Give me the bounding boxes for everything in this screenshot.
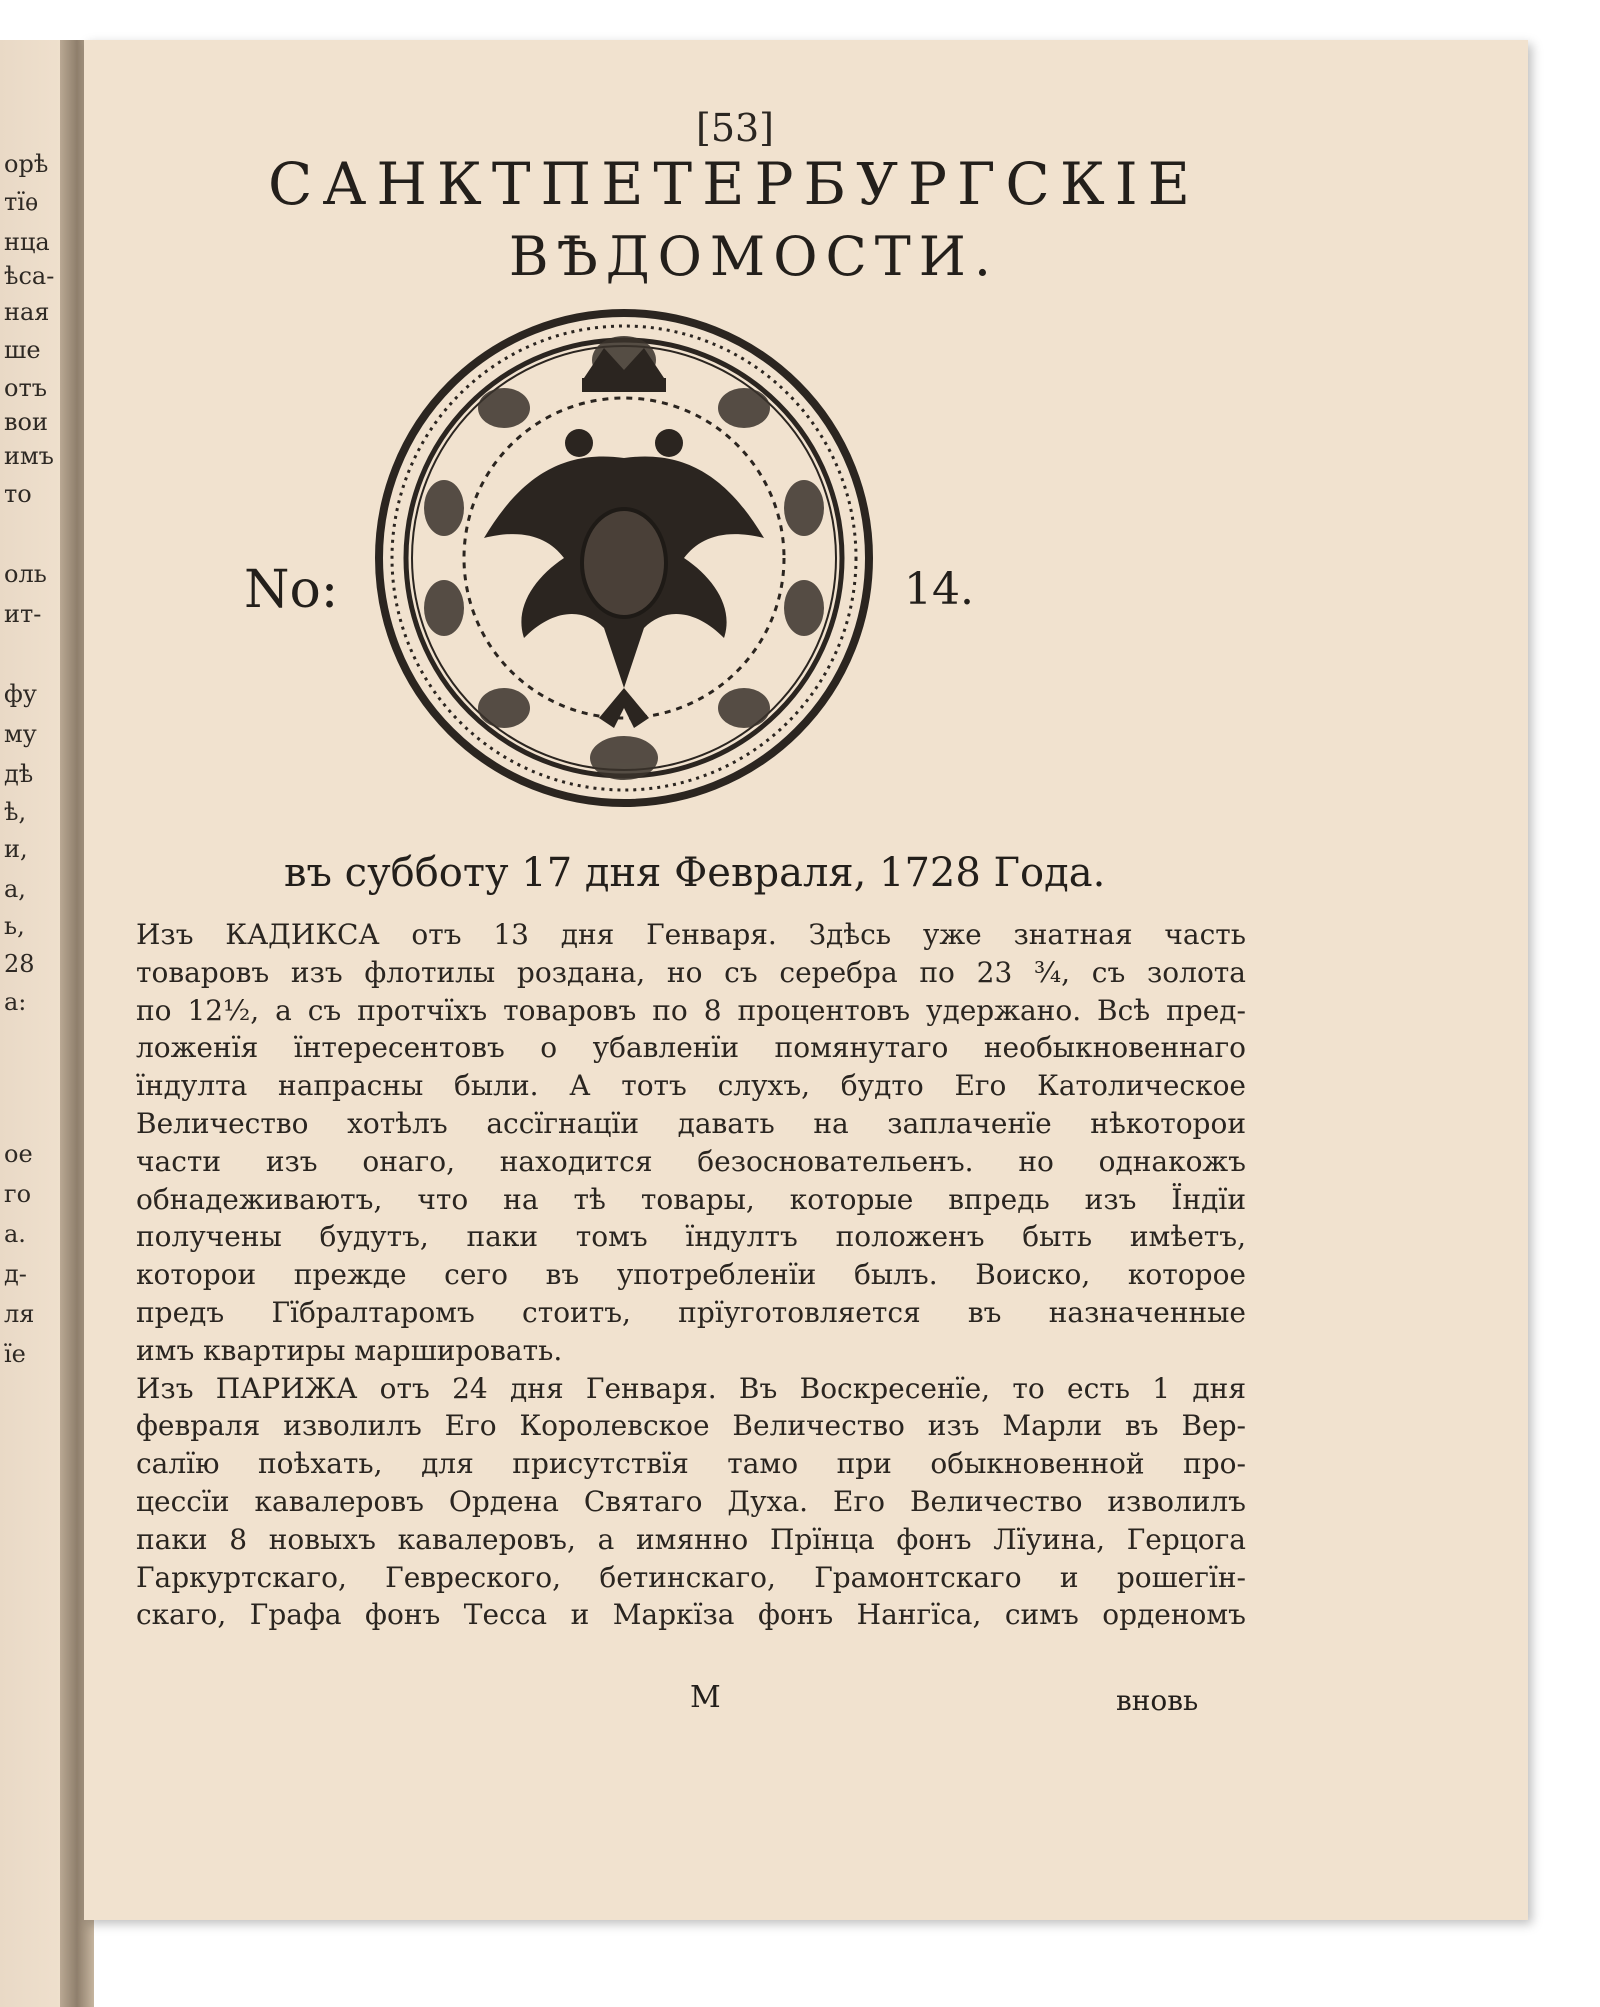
text-line: обнадеживаютъ, что на тѣ товары, которые впредь изъ Їндїи: [136, 1182, 1246, 1216]
left-page-fragment: ше: [4, 336, 41, 364]
left-page-fragment: ная: [4, 298, 50, 326]
newspaper-title: САНКТПЕТЕРБУРГСКІЕ: [268, 150, 1200, 218]
text-line: имъ квартиры маршировать.: [136, 1333, 563, 1367]
issue-label: No:: [244, 560, 339, 620]
text-line: Изъ ПАРИЖА отъ 24 дня Генваря. Въ Воскресенїе, то есть 1 дня: [136, 1371, 1246, 1405]
article-body: [136, 916, 1246, 1634]
left-page-fragment: вои: [4, 408, 48, 436]
newspaper-page: [84, 40, 1528, 1920]
left-page-fragment: тїѳ: [4, 188, 39, 216]
left-page-fragment: и,: [4, 835, 28, 863]
text-line: скаго, Графа фонъ Тесса и Маркїза фонъ Нангїса, симъ орденомъ: [136, 1598, 1246, 1632]
text-line: предъ Гїбралтаромъ стоитъ, прїуготовляется въ назначенные: [136, 1295, 1246, 1329]
text-line: паки 8 новыхъ кавалеровъ, а имянно Прїнца фонъ Лїуина, Герцога: [136, 1522, 1246, 1556]
signature-mark: М: [690, 1680, 721, 1715]
left-page-fragment: ит-: [4, 600, 42, 628]
left-page-fragment: оль: [4, 560, 47, 588]
left-page-fragment: ь,: [4, 912, 25, 940]
text-line: Гаркуртскаго, Гевреского, бетинскаго, Грамонтскаго и рошегїн-: [136, 1560, 1246, 1594]
left-page-fragment: ое: [4, 1140, 33, 1168]
text-line: цессїи кавалеровъ Ордена Святаго Духа. Его Величество изволилъ: [136, 1484, 1246, 1518]
left-page-fragment: орѣ: [4, 150, 49, 178]
left-page-fragment: му: [4, 720, 37, 748]
left-page-fragment: нца: [4, 228, 50, 256]
text-line: февраля изволилъ Его Королевское Величество изъ Марли въ Вер-: [136, 1409, 1246, 1443]
catchword: вновь: [1116, 1684, 1199, 1717]
left-page-fragment: дѣ: [4, 760, 34, 788]
text-line: ложенїя їнтересентовъ о убавленїи помянутаго необыкновеннаго: [136, 1031, 1246, 1065]
dateline: въ субботу 17 дня Февраля, 1728 Года.: [284, 850, 1106, 896]
left-page-fragment: то: [4, 480, 32, 508]
text-line: части изъ онаго, находится безосновательенъ. но однакожъ: [136, 1144, 1246, 1178]
newspaper-subtitle: ВѢДОМОСТИ.: [508, 225, 1000, 288]
left-page-fragment: ля: [4, 1300, 35, 1328]
issue-number: 14.: [904, 564, 974, 615]
left-page-fragment: ѣ,: [4, 798, 27, 826]
page-number: [53]: [696, 106, 775, 150]
text-line: которои прежде сего въ употребленїи былъ. Воиско, которое: [136, 1258, 1246, 1292]
left-page-fragment: а:: [4, 988, 27, 1016]
text-line: салїю поѣхать, для присутствїя тамо при обыкновенной про-: [136, 1447, 1246, 1481]
left-page-fragment: фу: [4, 680, 37, 708]
left-page-fragment: їе: [4, 1340, 26, 1368]
text-line: Изъ КАДИКСА отъ 13 дня Генваря. Здѣсь уже знатная часть: [136, 918, 1246, 951]
left-page-fragment: 28: [4, 950, 35, 978]
left-page-fragment: го: [4, 1180, 32, 1208]
left-page-fragment: отъ: [4, 374, 47, 402]
double-headed-eagle-seal-icon: [374, 308, 874, 808]
left-page-fragment: д-: [4, 1260, 27, 1288]
left-page-fragment: ѣса-: [4, 262, 55, 290]
left-page-fragment: имъ: [4, 442, 54, 470]
text-line: їндулта напрасны были. А тотъ слухъ, будто Его Католическое: [136, 1069, 1246, 1103]
left-page-fragment: а,: [4, 875, 26, 903]
text-line: получены будутъ, паки томъ їндултъ положенъ быть имѣетъ,: [136, 1220, 1246, 1254]
text-line: Величество хотѣлъ ассїгнацїи давать на заплаченїе нѣкоторои: [136, 1106, 1246, 1140]
left-page-fragment: а.: [4, 1220, 26, 1248]
text-line: по 12½, а съ протчїхъ товаровъ по 8 процентовъ удержано. Всѣ пред-: [136, 993, 1246, 1027]
text-line: товаровъ изъ флотилы роздана, но съ серебра по 23 ¾, съ золота: [136, 955, 1246, 989]
